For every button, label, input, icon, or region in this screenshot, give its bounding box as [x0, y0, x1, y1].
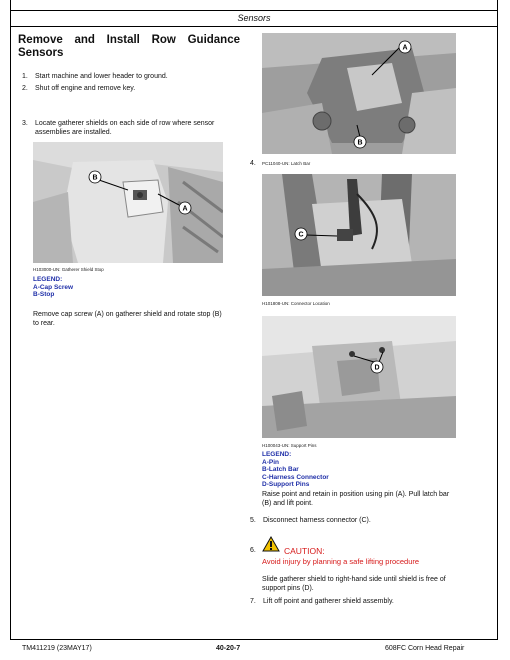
- legend-item: A-Cap Screw: [33, 283, 74, 291]
- step-text-line2: assemblies are installed.: [35, 129, 112, 136]
- step-text: Disconnect harness connector (C).: [263, 517, 371, 524]
- legend-item: B-Latch Bar: [262, 466, 299, 473]
- step-number: 1.: [22, 73, 28, 80]
- instruction-line2: to rear.: [33, 320, 55, 327]
- frame-right-rule: [497, 0, 498, 640]
- caution-text: Avoid injury by planning a safe lifting procedure: [262, 557, 420, 566]
- legend-heading: LEGEND:: [262, 451, 292, 458]
- footer-doc-id: TM411219 (23MAY17): [22, 645, 92, 652]
- step-number: 6.: [250, 547, 256, 554]
- instruction-line1: Raise point and retain in position using pin (A). Pull latch bar: [262, 491, 450, 498]
- legend-item: A-Pin: [262, 458, 279, 466]
- callout-b: B: [357, 139, 363, 147]
- legend-heading: LEGEND:: [33, 276, 63, 283]
- legend-support: [262, 451, 329, 489]
- photo-gatherer-shield-stop: [33, 142, 223, 263]
- photo-latch-bar: [262, 174, 456, 296]
- warning-triangle-icon: [262, 536, 280, 552]
- photo-support-pins: [262, 316, 456, 438]
- figure-caption: H101808-UN: Connector Location: [262, 301, 330, 306]
- section-title: Sensors: [237, 13, 271, 23]
- footer-page-number: 40-20-7: [216, 645, 241, 652]
- support-instruction: [262, 490, 494, 508]
- photo-header-sensors: [262, 33, 456, 154]
- legend-item: B-Stop: [33, 291, 55, 298]
- step-number: 4.: [250, 160, 256, 167]
- frame-left-rule: [10, 0, 11, 640]
- callout-b: B: [92, 174, 98, 182]
- callout-a: A: [182, 205, 188, 213]
- instruction-line2: (B) and lift point.: [262, 500, 313, 507]
- step-number: 7.: [250, 598, 256, 605]
- instruction-line2: support pins (D).: [262, 585, 314, 592]
- step-text: Shut off engine and remove key.: [35, 85, 136, 92]
- section-header: [10, 10, 498, 27]
- instruction-line1: Slide gatherer shield to right-hand side until shield is free of: [262, 576, 446, 583]
- callout-a: A: [402, 44, 408, 52]
- step-number: 3.: [22, 120, 28, 127]
- step-text: Start machine and lower header to ground.: [35, 73, 168, 80]
- caution-label: CAUTION:: [284, 546, 325, 556]
- page-title: Remove and Install Row Guidance Sensors: [18, 34, 240, 59]
- step-text-line1: Locate gatherer shields on each side of row where sensor: [35, 120, 215, 127]
- figure-caption: H100043-UN: Support Pins: [262, 443, 317, 448]
- step-6-instruction: [262, 575, 494, 593]
- step-text: Lift off point and gatherer shield assembly.: [263, 598, 394, 605]
- legend-figure1: [33, 276, 73, 299]
- figure-caption: PC11040-UN: Latch Bar: [262, 161, 311, 166]
- step-number: 5.: [250, 517, 256, 524]
- callout-c: C: [298, 231, 304, 239]
- figure-caption: H103000-UN: Gatherer Shield Stop: [33, 267, 104, 272]
- callout-d: D: [374, 364, 380, 372]
- legend-item: D-Support Pins: [262, 481, 310, 488]
- figure1-instruction: [33, 310, 248, 328]
- step-number: 2.: [22, 85, 28, 92]
- frame-bottom-rule: [10, 639, 498, 640]
- footer-manual-title: 608FC Corn Head Repair: [385, 645, 465, 652]
- step-3: [22, 119, 244, 139]
- legend-item: C-Harness Connector: [262, 473, 329, 481]
- instruction-line1: Remove cap screw (A) on gatherer shield and rotate stop (B): [33, 311, 222, 318]
